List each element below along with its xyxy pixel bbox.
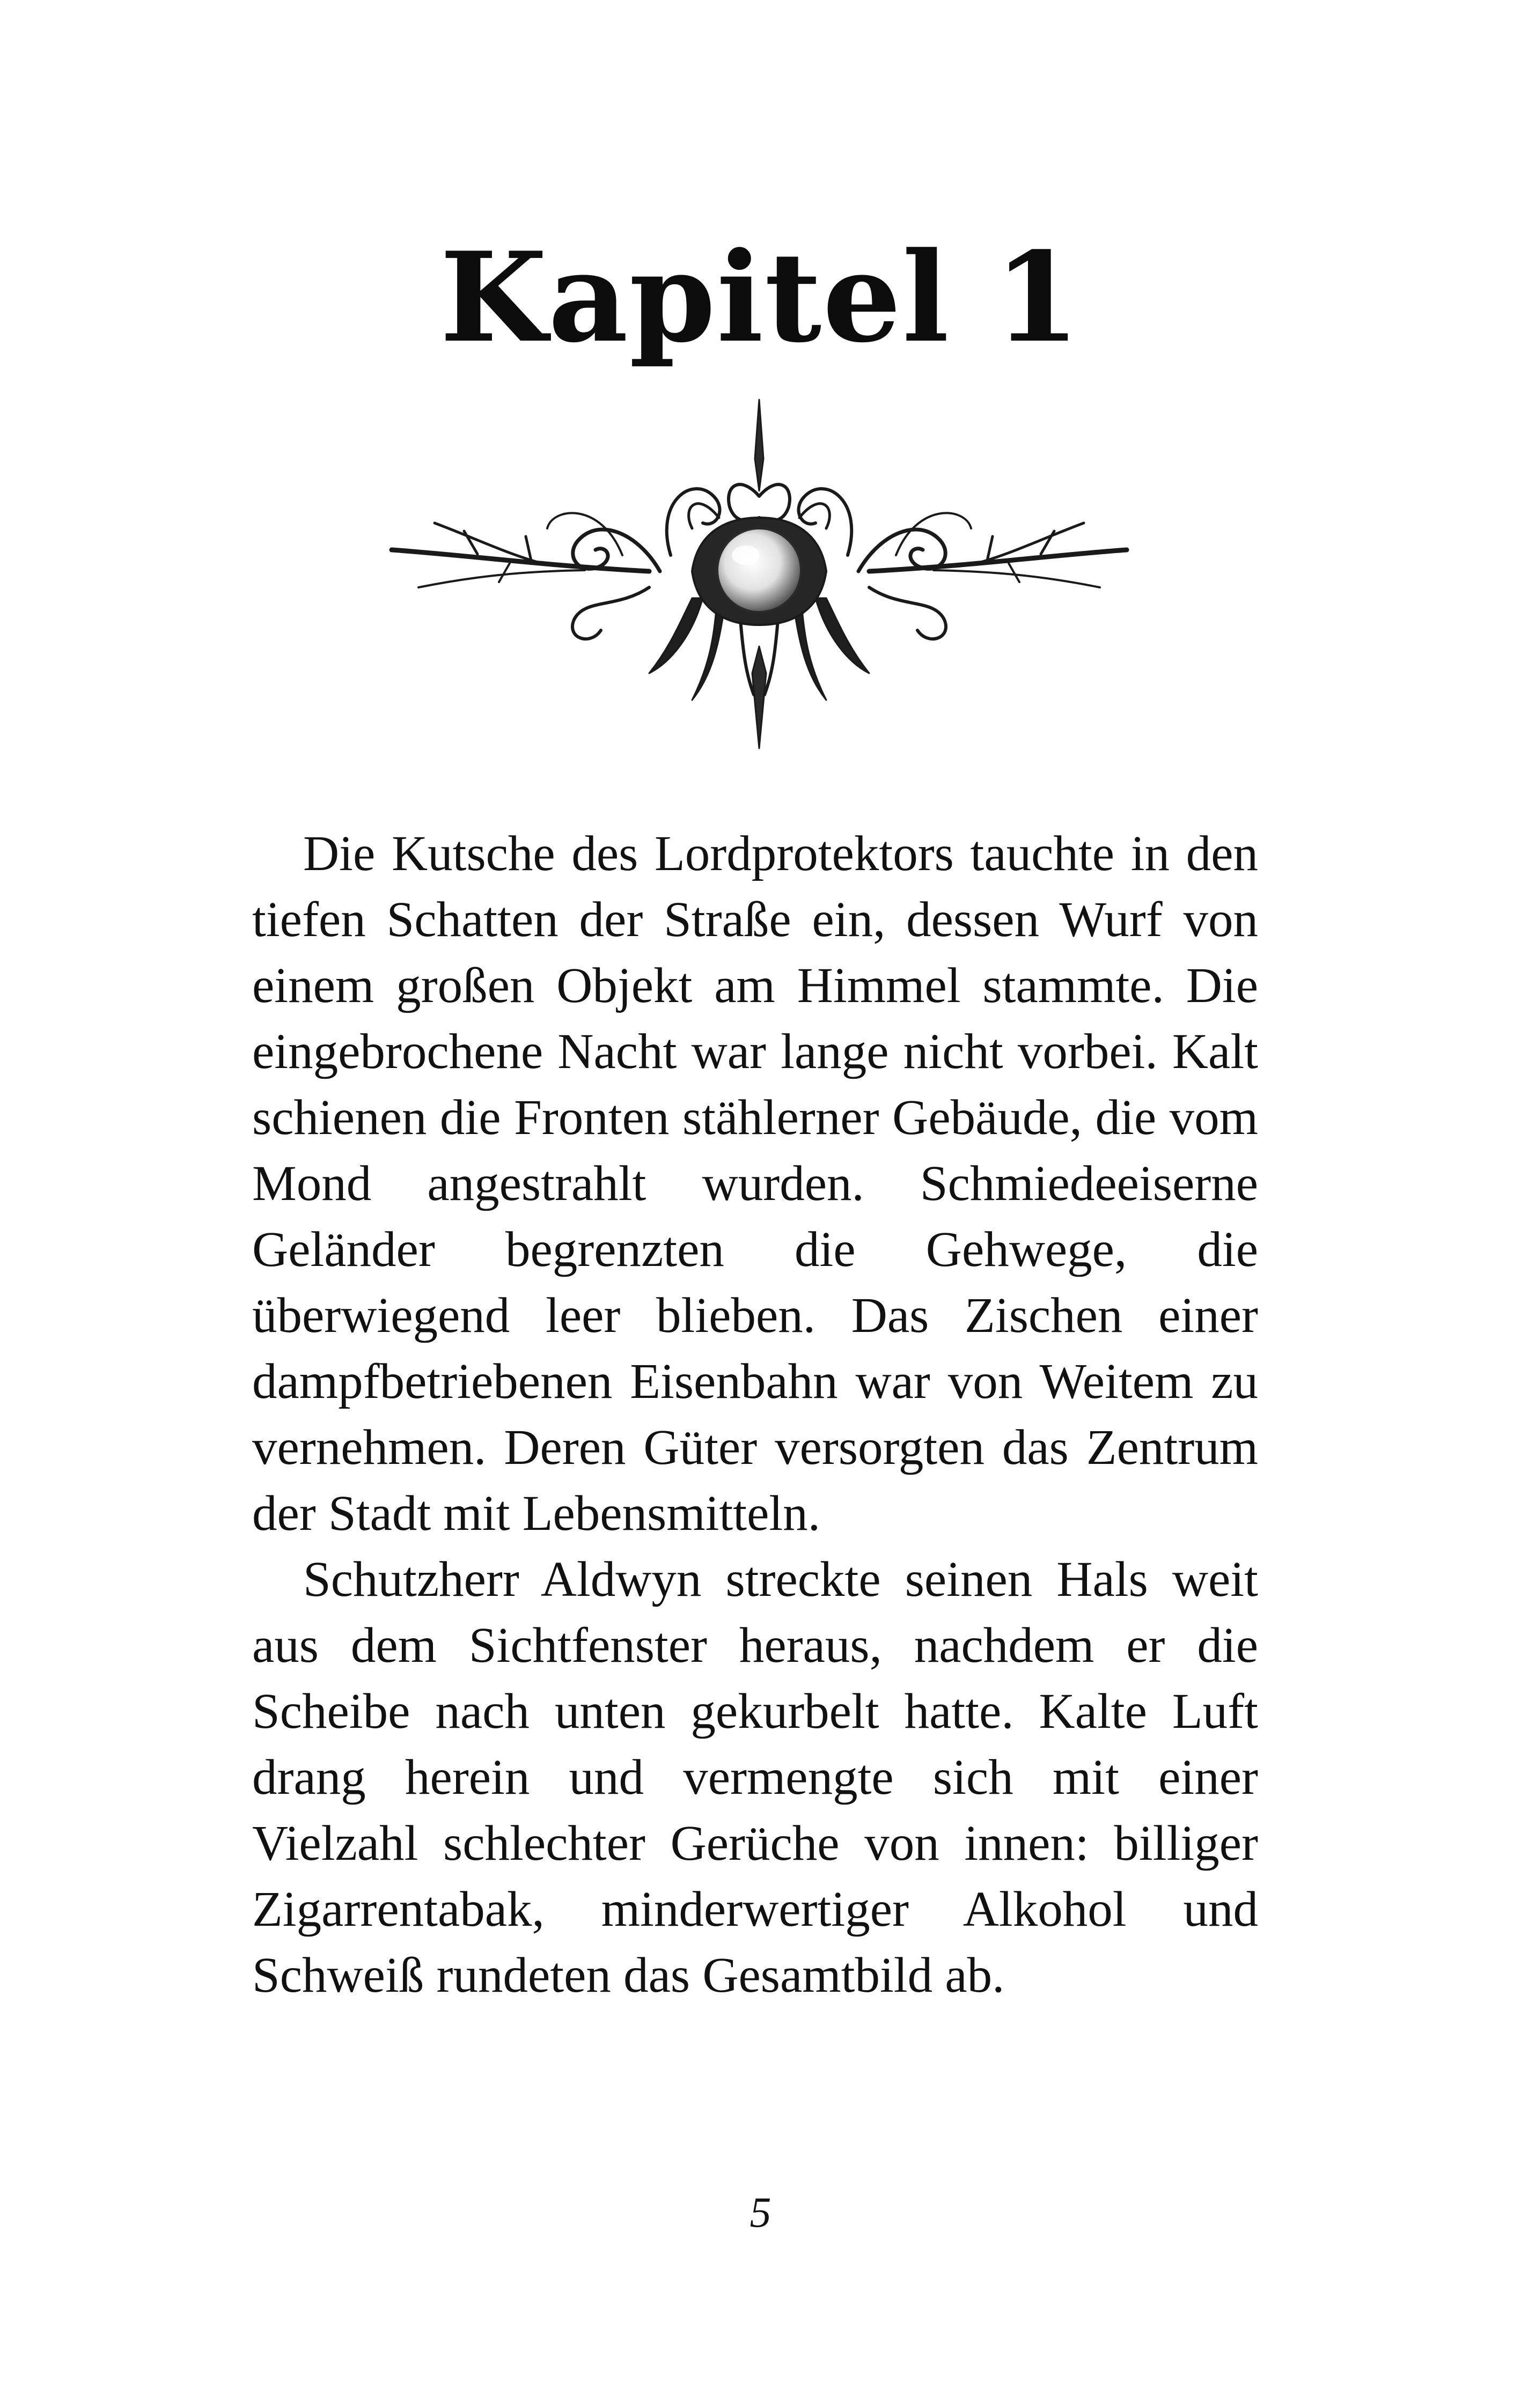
gothic-filigree-orb-ornament-icon xyxy=(370,394,1148,759)
chapter-body xyxy=(252,821,1258,2008)
page-number: 5 xyxy=(750,2189,771,2236)
chapter-title: Kapitel 1 xyxy=(439,225,1082,370)
paragraph-2: Schutzherr Aldwyn streckte seinen Hals weit aus dem Sichtfenster heraus, nachdem er die Scheibe nach unten gekurbelt hatte. Kalte Luft drang herein und vermengte sich mit einer Vielzahl schlechter Gerüche von innen: billiger Zigarrentabak, minderwertiger Alkohol und Schweiß rundeten das Gesamtbild ab. xyxy=(252,1552,1258,2003)
paragraph-1: Die Kutsche des Lordprotektors tauchte in den tiefen Schatten der Straße ein, dessen Wurf von einem großen Objekt am Himmel stammte. Die eingebrochene Nacht war lange nicht vorbei. Kalt schienen die Fronten stählerner Gebäude, die vom Mond angestrahlt wurden. Schmiedeeiserne Geländer begrenzten die Gehwege, die überwiegend leer blieben. Das Zischen einer dampfbetriebenen Eisenbahn war von Weitem zu vernehmen. Deren Güter versorgten das Zentrum der Stadt mit Lebensmitteln. xyxy=(252,826,1258,1541)
